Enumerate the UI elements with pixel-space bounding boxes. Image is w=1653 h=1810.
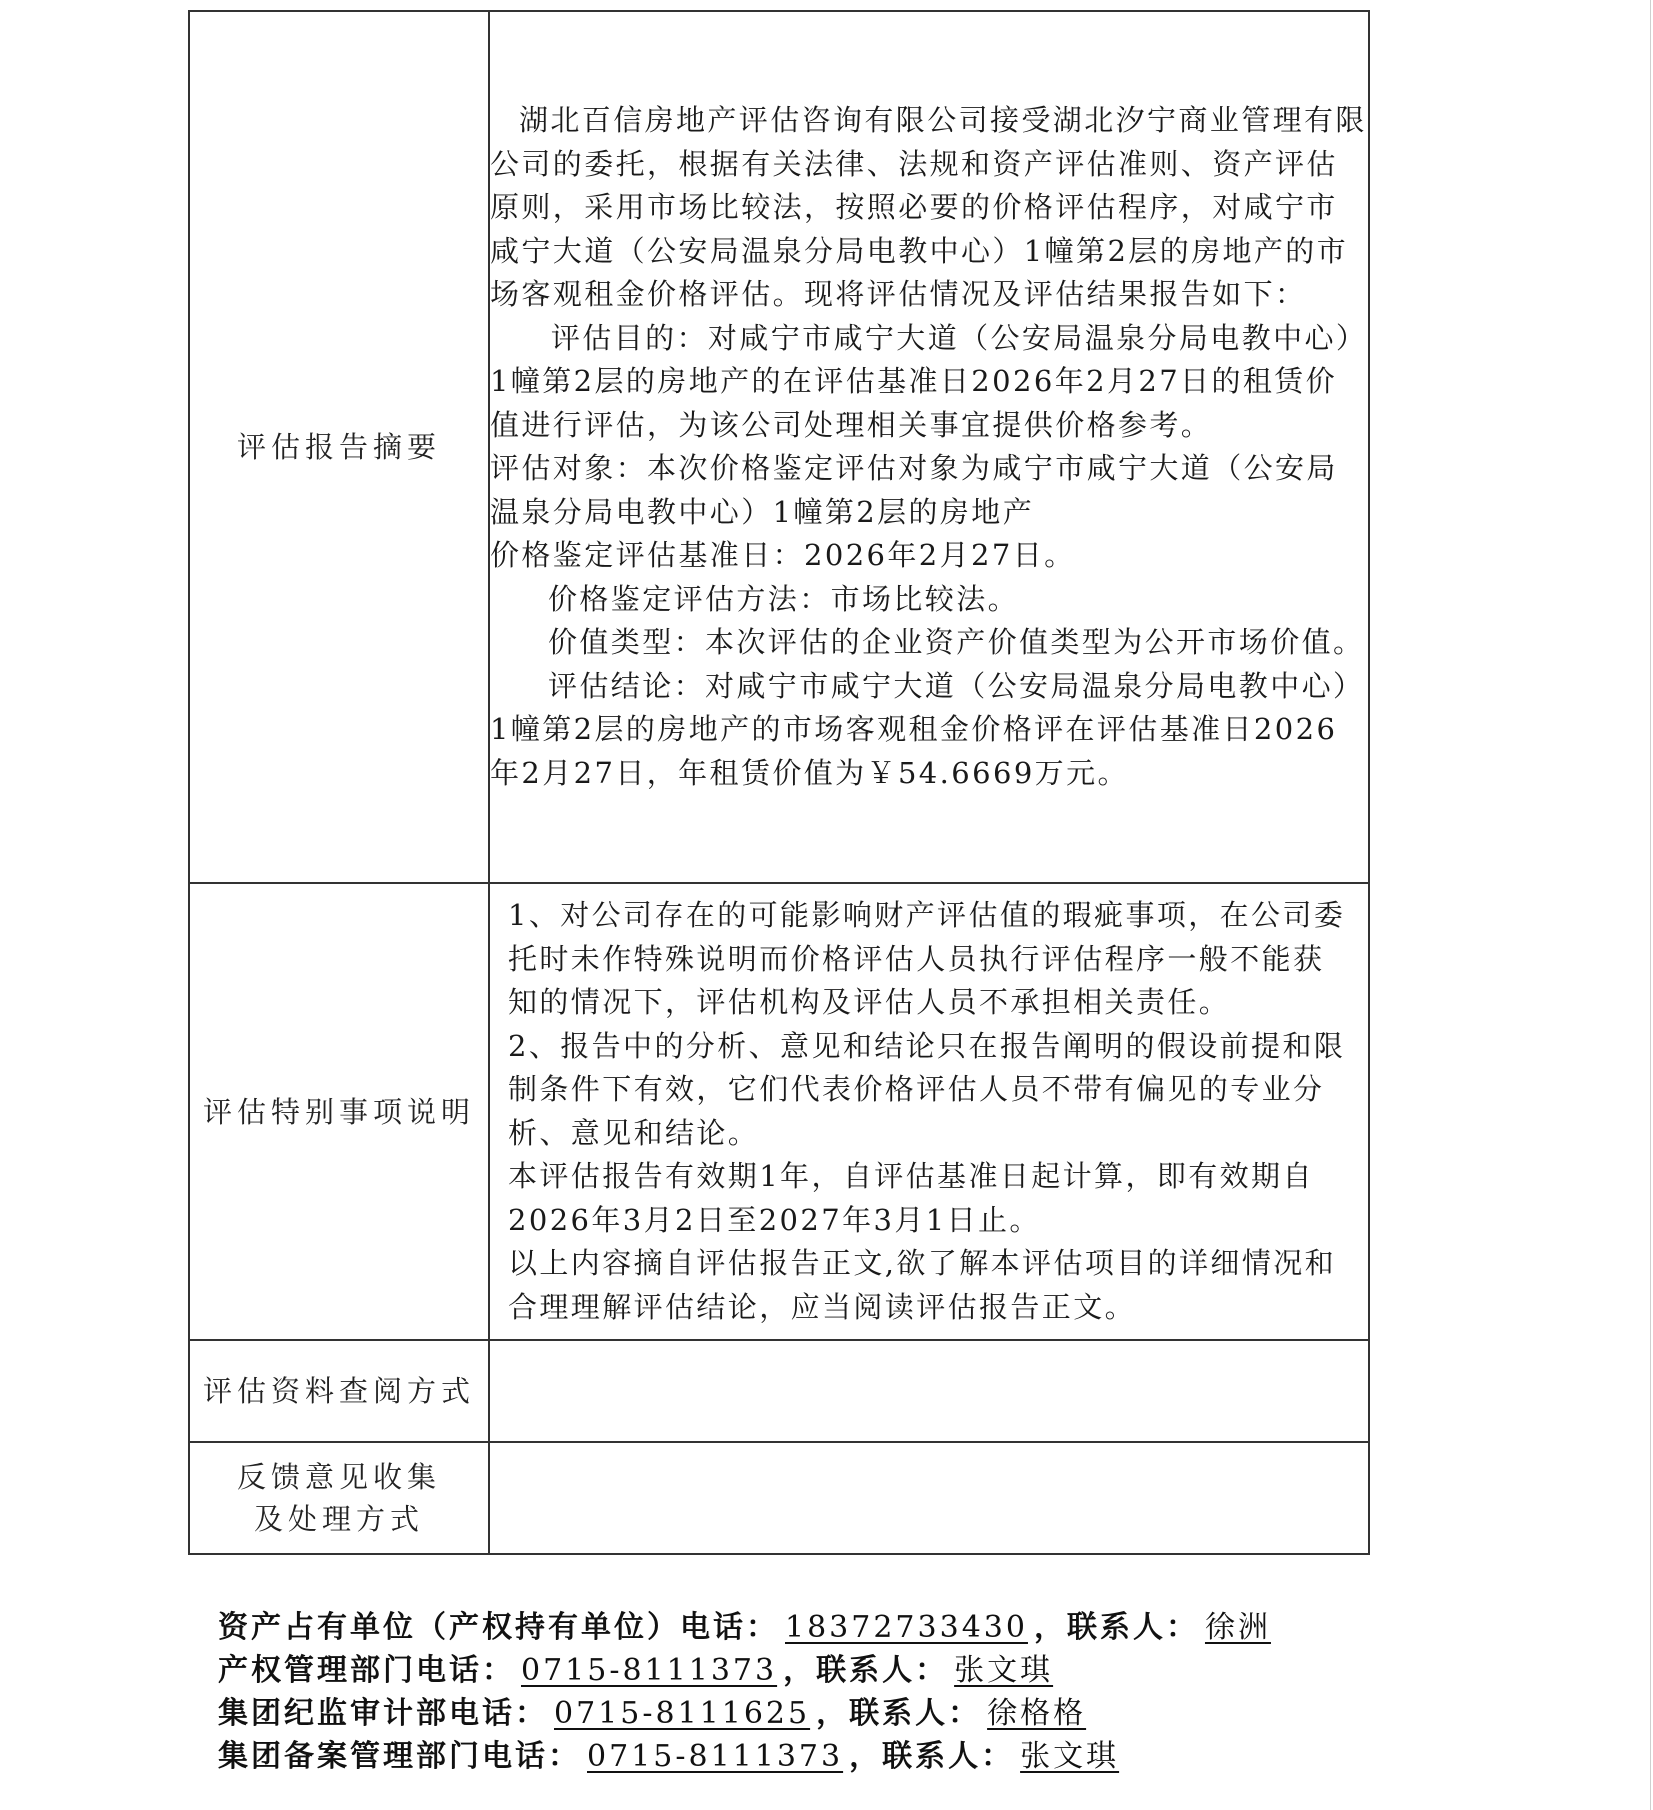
special-note-2: 2、报告中的分析、意见和结论只在报告阐明的假设前提和限制条件下有效，它们代表价格评估人员不带有偏见的专业分析、意见和结论。 xyxy=(508,1028,1346,1150)
summary-method: 价格鉴定评估方法：市场比较法。 xyxy=(548,581,1020,616)
summary-value-type: 价值类型：本次评估的企业资产价值类型为公开市场价值。 xyxy=(548,625,1365,659)
contact-label: 集团纪监审计部电话： xyxy=(218,1696,548,1731)
summary-purpose: 评估目的：对咸宁市咸宁大道（公安局温泉分局电教中心）1幢第2层的房地产的在评估基准日2026年2月27日的租赁价值进行评估，为该公司处理相关事宜提供价格参考。 xyxy=(490,320,1368,442)
summary-conclusion: 评估结论：对咸宁市咸宁大道（公安局温泉分局电教中心）1幢第2层的房地产的市场客观租金价格评在评估基准日2026年2月27日，年租赁价值为￥54.6669万元。 xyxy=(490,668,1365,790)
contact-line-audit-dept xyxy=(218,1692,1277,1735)
label-feedback-line2: 及处理方式 xyxy=(253,1502,424,1536)
row-report-summary xyxy=(189,11,1369,883)
contact-footer xyxy=(218,1606,1277,1778)
evaluation-summary-table xyxy=(188,10,1370,1555)
summary-intro: 湖北百信房地产评估咨询有限公司接受湖北汐宁商业管理有限公司的委托，根据有关法律、法规和资产评估准则、资产评估原则，采用市场比较法，按照必要的价格评估程序，对咸宁市咸宁大道（公安局温泉分局电教中心）1幢第2层的房地产的市场客观租金价格评估。现将评估情况及评估结果报告如下： xyxy=(490,103,1367,311)
row-data-access xyxy=(189,1340,1369,1442)
label-feedback-line1: 反馈意见收集 xyxy=(236,1460,441,1494)
label-data-access: 评估资料查阅方式 xyxy=(189,1340,489,1442)
special-excerpt-note: 以上内容摘自评估报告正文,欲了解本评估项目的详细情况和合理理解评估结论，应当阅读评估报告正文。 xyxy=(508,1246,1337,1324)
summary-object: 评估对象：本次价格鉴定评估对象为咸宁市咸宁大道（公安局温泉分局电教中心）1幢第2层的房地产 xyxy=(490,451,1338,529)
special-validity: 本评估报告有效期1年，自评估基准日起计算，即有效期自2026年3月2日至2027年3月1日止。 xyxy=(508,1159,1314,1237)
scan-edge xyxy=(1650,0,1651,1810)
contact-phone: 18372733430 xyxy=(785,1610,1028,1645)
special-note-1: 1、对公司存在的可能影响财产评估值的瑕疵事项，在公司委托时未作特殊说明而价格评估人员执行评估程序一般不能获知的情况下，评估机构及评估人员不承担相关责任。 xyxy=(508,898,1346,1019)
row-feedback xyxy=(189,1442,1369,1554)
contact-line-filing-dept xyxy=(218,1735,1277,1778)
summary-base-date: 价格鉴定评估基准日：2026年2月27日。 xyxy=(490,538,1076,572)
content-report-summary xyxy=(489,11,1369,883)
content-special-notes xyxy=(489,883,1369,1340)
contact-sep: ，联系人： xyxy=(1033,1610,1199,1645)
contact-sep: ，联系人： xyxy=(816,1696,982,1731)
contact-sep: ，联系人： xyxy=(783,1653,949,1688)
contact-line-property-dept xyxy=(218,1649,1277,1692)
content-data-access xyxy=(489,1340,1369,1442)
contact-phone: 0715-8111373 xyxy=(521,1653,778,1688)
content-feedback xyxy=(489,1442,1369,1554)
contact-label: 集团备案管理部门电话： xyxy=(218,1739,581,1774)
row-special-notes xyxy=(189,883,1369,1340)
contact-person: 张文琪 xyxy=(954,1653,1054,1688)
contact-label: 产权管理部门电话： xyxy=(218,1653,515,1688)
contact-sep: ，联系人： xyxy=(849,1739,1015,1774)
contact-line-asset-holder xyxy=(218,1606,1277,1649)
contact-person: 徐格格 xyxy=(987,1696,1087,1731)
contact-label: 资产占有单位（产权持有单位）电话： xyxy=(218,1610,779,1645)
contact-person: 徐洲 xyxy=(1204,1610,1271,1645)
label-special-notes: 评估特别事项说明 xyxy=(189,883,489,1340)
label-feedback xyxy=(189,1442,489,1554)
contact-phone: 0715-8111373 xyxy=(587,1739,844,1774)
contact-person: 张文琪 xyxy=(1020,1739,1120,1774)
contact-phone: 0715-8111625 xyxy=(554,1696,811,1731)
label-report-summary: 评估报告摘要 xyxy=(189,11,489,883)
